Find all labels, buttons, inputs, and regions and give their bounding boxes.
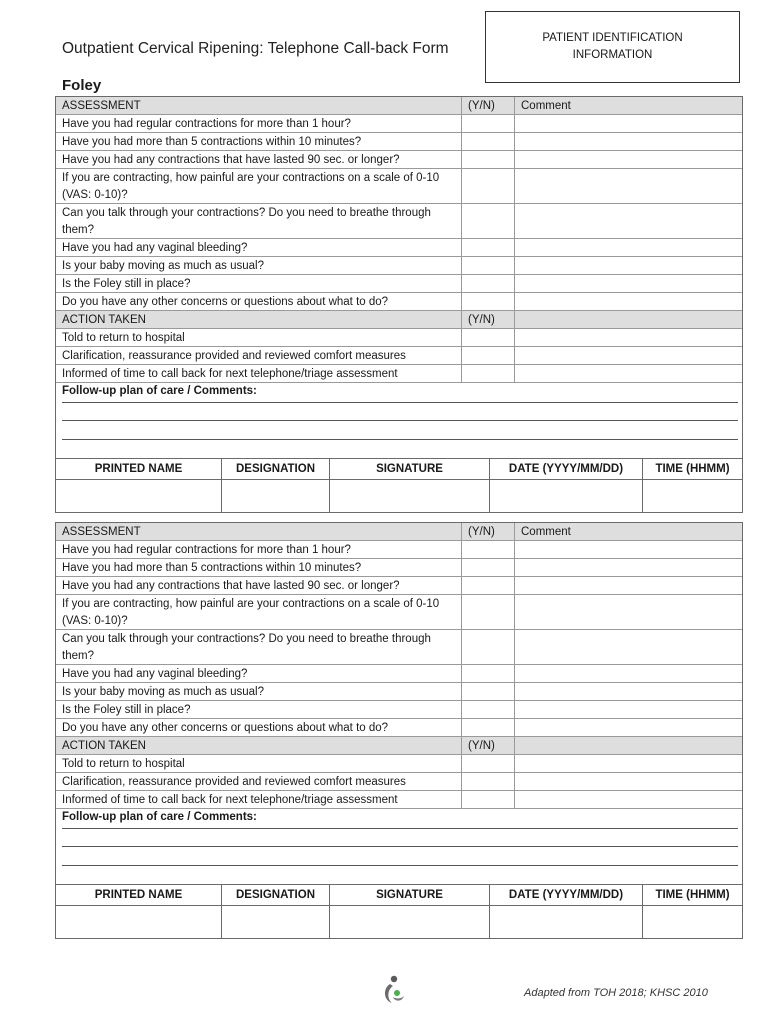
yn-answer-field[interactable]	[462, 257, 515, 274]
yn-answer-field[interactable]	[462, 204, 515, 238]
signature-header-row	[56, 459, 742, 480]
yn-answer-field[interactable]	[462, 595, 515, 629]
action-text: Told to return to hospital	[56, 755, 462, 772]
question-row	[56, 169, 742, 204]
question-row	[56, 239, 742, 257]
yn-answer-field[interactable]	[462, 239, 515, 256]
yn-answer-field[interactable]	[462, 665, 515, 682]
yn-answer-field[interactable]	[462, 541, 515, 558]
question-text: If you are contracting, how painful are your contractions on a scale of 0-10 (VAS: 0-10)?	[56, 595, 462, 629]
signature-header: SIGNATURE	[330, 885, 490, 905]
question-row	[56, 151, 742, 169]
yn-header: (Y/N)	[462, 97, 515, 114]
action-text: Clarification, reassurance provided and reviewed comfort measures	[56, 347, 462, 364]
question-text: Have you had any contractions that have lasted 90 sec. or longer?	[56, 577, 462, 594]
signature-entry-row	[56, 906, 742, 938]
comment-header: Comment	[521, 100, 571, 112]
question-text: Do you have any other concerns or questions about what to do?	[56, 293, 462, 310]
signature-field[interactable]	[330, 906, 490, 938]
question-text: Have you had more than 5 contractions within 10 minutes?	[56, 559, 462, 576]
comment-field[interactable]	[515, 133, 742, 150]
action-text: Told to return to hospital	[56, 329, 462, 346]
printed-name-header: PRINTED NAME	[56, 459, 222, 479]
action-header: ACTION TAKEN	[56, 311, 462, 328]
question-text: Is the Foley still in place?	[56, 275, 462, 292]
assessment-header: ASSESSMENT	[56, 523, 462, 540]
comment-field[interactable]	[515, 293, 742, 310]
comment-field[interactable]	[515, 204, 742, 238]
time-header: TIME (HHMM)	[655, 889, 730, 901]
comment-field[interactable]	[515, 151, 742, 168]
time-header: TIME (HHMM)	[655, 463, 730, 475]
question-text: Have you had any vaginal bleeding?	[56, 239, 462, 256]
yn-answer-field[interactable]	[462, 133, 515, 150]
assessment-header-row	[56, 97, 742, 115]
question-text: Have you had more than 5 contractions within 10 minutes?	[56, 133, 462, 150]
designation-header: DESIGNATION	[222, 459, 330, 479]
callback-form-block-2	[55, 522, 743, 939]
followup-label: Follow-up plan of care / Comments:	[62, 385, 257, 397]
printed-name-field[interactable]	[56, 906, 222, 938]
followup-line	[62, 828, 738, 829]
yn-header: (Y/N)	[462, 737, 515, 754]
comment-field[interactable]	[515, 275, 742, 292]
yn-answer-field[interactable]	[462, 329, 515, 346]
question-row	[56, 595, 742, 630]
question-row	[56, 577, 742, 595]
comment-header: Comment	[521, 526, 571, 538]
question-text: Is your baby moving as much as usual?	[56, 683, 462, 700]
date-field[interactable]	[490, 480, 643, 512]
comment-field[interactable]	[515, 683, 742, 700]
question-text: Is the Foley still in place?	[56, 701, 462, 718]
question-row	[56, 115, 742, 133]
action-row	[56, 791, 742, 809]
question-text: Have you had any contractions that have lasted 90 sec. or longer?	[56, 151, 462, 168]
comment-field[interactable]	[515, 577, 742, 594]
action-text: Informed of time to call back for next telephone/triage assessment	[56, 791, 462, 808]
action-comment-field[interactable]	[515, 773, 742, 790]
designation-field[interactable]	[222, 480, 330, 512]
printed-name-header: PRINTED NAME	[56, 885, 222, 905]
designation-header: DESIGNATION	[222, 885, 330, 905]
comment-field[interactable]	[515, 630, 742, 664]
form-title: Outpatient Cervical Ripening: Telephone Call-back Form	[62, 40, 449, 57]
yn-answer-field[interactable]	[462, 275, 515, 292]
followup-line	[62, 846, 738, 847]
followup-label: Follow-up plan of care / Comments:	[62, 811, 257, 823]
action-text: Clarification, reassurance provided and reviewed comfort measures	[56, 773, 462, 790]
signature-field[interactable]	[330, 480, 490, 512]
followup-comments-area[interactable]	[56, 383, 742, 459]
comment-field[interactable]	[515, 595, 742, 629]
printed-name-field[interactable]	[56, 480, 222, 512]
action-comment-field[interactable]	[515, 347, 742, 364]
time-field[interactable]	[643, 480, 742, 512]
action-row	[56, 329, 742, 347]
action-header-row	[56, 311, 742, 329]
yn-answer-field[interactable]	[462, 773, 515, 790]
question-row	[56, 665, 742, 683]
date-header: DATE (YYYY/MM/DD)	[490, 459, 643, 479]
followup-line	[62, 865, 738, 866]
patient-id-box	[485, 11, 740, 83]
action-comment-field[interactable]	[515, 329, 742, 346]
mother-child-logo-icon	[381, 974, 407, 1011]
action-comment-field[interactable]	[515, 755, 742, 772]
assessment-header-row	[56, 523, 742, 541]
designation-field[interactable]	[222, 906, 330, 938]
action-header: ACTION TAKEN	[56, 737, 462, 754]
yn-answer-field[interactable]	[462, 719, 515, 736]
comment-field[interactable]	[515, 257, 742, 274]
question-row	[56, 719, 742, 737]
comment-field[interactable]	[515, 719, 742, 736]
comment-field[interactable]	[515, 541, 742, 558]
question-row	[56, 133, 742, 151]
question-row	[56, 204, 742, 239]
action-comment-field[interactable]	[515, 365, 742, 382]
followup-comments-area[interactable]	[56, 809, 742, 885]
comment-field[interactable]	[515, 665, 742, 682]
question-text: Can you talk through your contractions? Do you need to breathe through them?	[56, 630, 462, 664]
comment-field[interactable]	[515, 115, 742, 132]
question-text: Have you had regular contractions for more than 1 hour?	[56, 115, 462, 132]
yn-answer-field[interactable]	[462, 559, 515, 576]
date-field[interactable]	[490, 906, 643, 938]
question-text: Can you talk through your contractions? Do you need to breathe through them?	[56, 204, 462, 238]
yn-header: (Y/N)	[462, 523, 515, 540]
comment-field[interactable]	[515, 701, 742, 718]
action-row	[56, 347, 742, 365]
action-text: Informed of time to call back for next telephone/triage assessment	[56, 365, 462, 382]
comment-field[interactable]	[515, 169, 742, 203]
yn-answer-field[interactable]	[462, 683, 515, 700]
action-row	[56, 365, 742, 383]
question-text: Have you had any vaginal bleeding?	[56, 665, 462, 682]
comment-field[interactable]	[515, 239, 742, 256]
signature-header-row	[56, 885, 742, 906]
action-header-row	[56, 737, 742, 755]
action-header-blank	[515, 311, 742, 328]
yn-answer-field[interactable]	[462, 169, 515, 203]
yn-answer-field[interactable]	[462, 577, 515, 594]
date-header: DATE (YYYY/MM/DD)	[490, 885, 643, 905]
action-comment-field[interactable]	[515, 791, 742, 808]
question-text: Have you had regular contractions for more than 1 hour?	[56, 541, 462, 558]
yn-answer-field[interactable]	[462, 151, 515, 168]
yn-answer-field[interactable]	[462, 347, 515, 364]
yn-answer-field[interactable]	[462, 701, 515, 718]
patient-id-label-line1: PATIENT IDENTIFICATION	[542, 32, 683, 44]
action-row	[56, 773, 742, 791]
yn-answer-field[interactable]	[462, 630, 515, 664]
question-row	[56, 630, 742, 665]
signature-header: SIGNATURE	[330, 459, 490, 479]
question-row	[56, 701, 742, 719]
question-text: Do you have any other concerns or questions about what to do?	[56, 719, 462, 736]
yn-answer-field[interactable]	[462, 293, 515, 310]
question-row	[56, 257, 742, 275]
comment-field[interactable]	[515, 559, 742, 576]
time-field[interactable]	[643, 906, 742, 938]
followup-line	[62, 439, 738, 440]
yn-answer-field[interactable]	[462, 791, 515, 808]
question-row	[56, 559, 742, 577]
question-text: Is your baby moving as much as usual?	[56, 257, 462, 274]
yn-answer-field[interactable]	[462, 115, 515, 132]
question-row	[56, 275, 742, 293]
yn-answer-field[interactable]	[462, 755, 515, 772]
yn-answer-field[interactable]	[462, 365, 515, 382]
callback-form-block-1	[55, 96, 743, 513]
question-row	[56, 293, 742, 311]
question-row	[56, 541, 742, 559]
footer-credit: Adapted from TOH 2018; KHSC 2010	[524, 987, 708, 999]
action-row	[56, 755, 742, 773]
patient-id-label-line2: INFORMATION	[572, 49, 653, 61]
signature-entry-row	[56, 480, 742, 512]
assessment-header: ASSESSMENT	[56, 97, 462, 114]
question-text: If you are contracting, how painful are your contractions on a scale of 0-10 (VAS: 0-10)?	[56, 169, 462, 203]
yn-header: (Y/N)	[462, 311, 515, 328]
followup-line	[62, 402, 738, 403]
question-row	[56, 683, 742, 701]
followup-line	[62, 420, 738, 421]
action-header-blank	[515, 737, 742, 754]
form-subtitle: Foley	[62, 77, 102, 94]
